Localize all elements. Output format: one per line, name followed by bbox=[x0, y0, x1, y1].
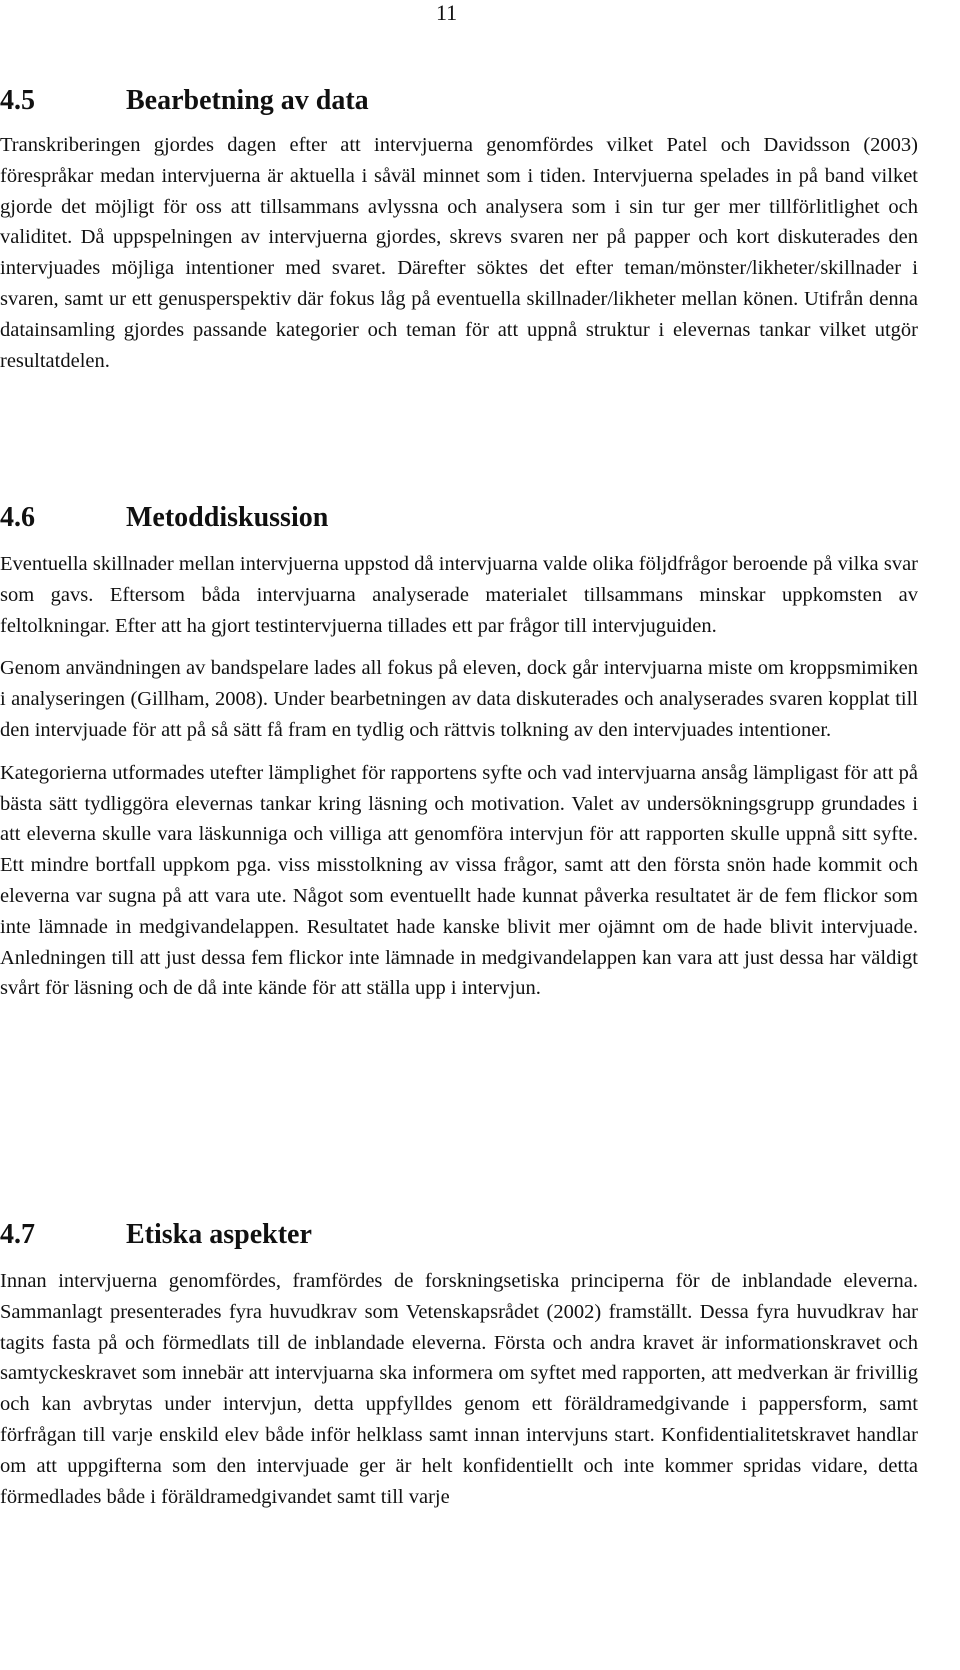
section-title: Etiska aspekter bbox=[126, 1219, 312, 1250]
paragraph: Innan intervjuerna genomfördes, framfördes de forskningsetiska principerna för de inblandade eleverna. Sammanlagt presenterades fyra huvudkrav som Vetenskapsrådet (2002) framställt. Dessa fyra huvudkrav har tagits fasta på och förmedlats till de inblandade eleverna. Första och andra kravet är informationskravet och samtyckeskravet som innebär att intervjuarna ska informera om syftet med rapporten, att medverkan är frivillig och kan avbrytas under intervjun, detta uppfylldes genom ett föräldramedgivande i pappersform, samt förfrågan till varje enskild elev både inför helklass samt innan intervjuns start. Konfidentialitetskravet handlar om att uppgifterna som den intervjuade ger är helt konfidentiellt och inte kommer spridas vidare, detta förmedlades både i föräldramedgivandet samt till varje bbox=[0, 1270, 918, 1508]
section-heading bbox=[0, 1218, 918, 1252]
section-number: 4.7 bbox=[0, 1219, 35, 1250]
paragraph: Transkriberingen gjordes dagen efter att intervjuerna genomfördes vilket Patel och Davidsson (2003) förespråkar medan intervjuerna är aktuella i såväl minnet som i tiden. Intervjuerna spelades in på band vilket gjorde det möjligt för oss att tillsammans avlyssna och analysera som i sin tur ger mer tillförlitlighet och validitet. Då uppspelningen av intervjuerna gjordes, skrevs svaren ner på papper och kort diskuterades den intervjuades möjliga intentioner med svaret. Därefter söktes det efter teman/mönster/likheter/skillnader i svaren, samt ur ett genusperspektiv där fokus låg på eventuella skillnader/likheter mellan könen. Utifrån denna datainsamling gjordes passande kategorier och teman för att uppnå struktur i elevernas tankar vilket utgör resultatdelen. bbox=[0, 134, 918, 372]
section-metoddiskussion bbox=[0, 501, 918, 1004]
section-heading bbox=[0, 84, 918, 118]
section-title: Metoddiskussion bbox=[126, 502, 329, 533]
paragraph: Genom användningen av bandspelare lades all fokus på eleven, dock går intervjuarna miste om kroppsmimiken i analyseringen (Gillham, 2008). Under bearbetningen av data diskuterades och analyserades svaren kopplat till den intervjuade för att på så sätt få fram en tydlig och rättvis tolkning av den intervjuades intentioner. bbox=[0, 657, 918, 741]
section-number: 4.5 bbox=[0, 85, 35, 116]
paragraph: Kategorierna utformades utefter lämplighet för rapportens syfte och vad intervjuarna ansåg lämpligast för att på bästa sätt tydliggöra elevernas tankar kring läsning och motivation. Valet av undersökningsgrupp grundades i att eleverna skulle vara läskunniga och villiga att genomföra intervjun för att rapporten skulle uppnå sitt syfte. Ett mindre bortfall uppkom pga. viss misstolkning av vissa frågor, samt att den första snön hade kommit och eleverna var sugna på att vara ute. Något som eventuellt hade kunnat påverka resultatet är de fem flickor som inte lämnade in medgivandelappen. Resultatet hade kanske blivit mer ojämnt om de hade blivit intervjuade. Anledningen till att just dessa fem flickor inte lämnade in medgivandelappen kan vara att just dessa har väldigt svårt för läsning och de då inte kände för att ställa upp i intervjun. bbox=[0, 761, 918, 1000]
section-heading bbox=[0, 501, 918, 535]
section-title: Bearbetning av data bbox=[126, 85, 369, 116]
section-number: 4.6 bbox=[0, 502, 35, 533]
section-etiska-aspekter bbox=[0, 1218, 918, 1512]
page-number: 11 bbox=[436, 0, 458, 25]
paragraph: Eventuella skillnader mellan intervjuerna uppstod då intervjuarna valde olika följdfrågor beroende på vilka svar som gavs. Eftersom båda intervjuarna analyserade materialet tillsammans minskar uppkomsten av feltolkningar. Efter att ha gjort testintervjuerna tillades ett par frågor till intervjuguiden. bbox=[0, 553, 918, 637]
section-bearbetning-av-data bbox=[0, 84, 918, 376]
